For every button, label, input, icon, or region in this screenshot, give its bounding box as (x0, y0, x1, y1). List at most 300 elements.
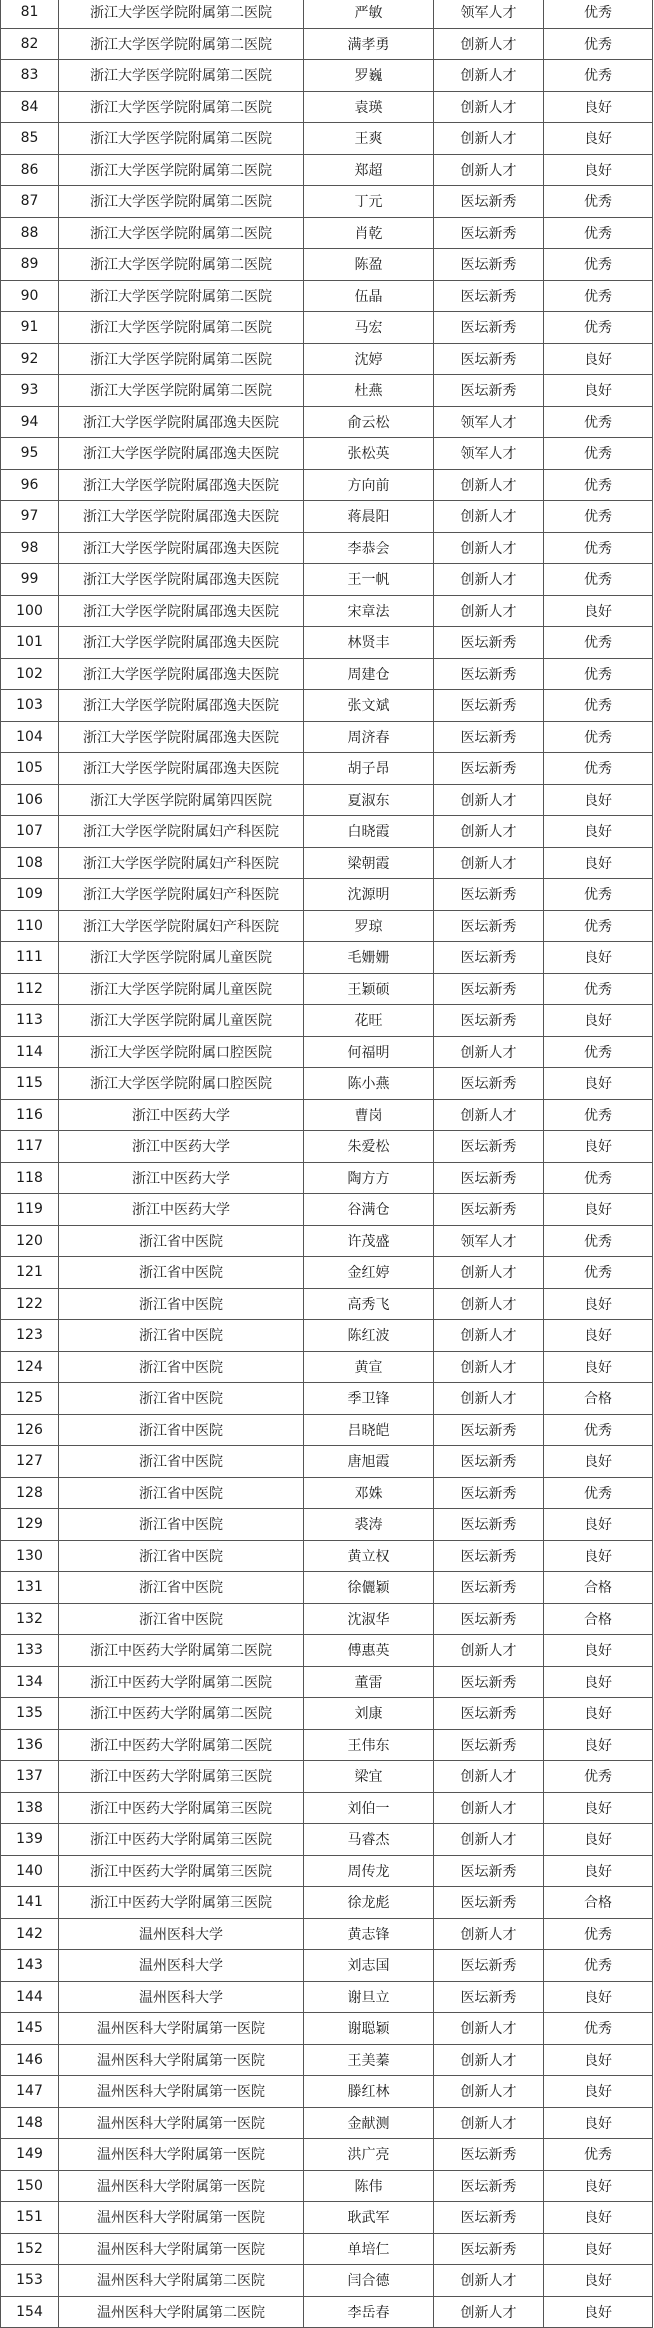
talent-category-cell: 创新人才 (434, 1761, 544, 1793)
person-name-cell: 耿武军 (304, 2202, 434, 2234)
row-number-cell: 81 (1, 0, 59, 28)
institution-cell: 浙江省中医院 (59, 1446, 304, 1478)
evaluation-grade-cell: 优秀 (544, 753, 653, 785)
row-number-cell: 130 (1, 1540, 59, 1572)
row-number-cell: 102 (1, 658, 59, 690)
institution-cell: 浙江中医药大学 (59, 1194, 304, 1226)
institution-cell: 浙江省中医院 (59, 1257, 304, 1289)
row-number-cell: 152 (1, 2233, 59, 2265)
talent-category-cell: 医坛新秀 (434, 1194, 544, 1226)
table-row (1, 1036, 653, 1068)
table-row (1, 1603, 653, 1635)
evaluation-grade-cell: 优秀 (544, 1950, 653, 1982)
evaluation-grade-cell: 良好 (544, 2044, 653, 2076)
person-name-cell: 丁元 (304, 186, 434, 218)
institution-cell: 温州医科大学附属第一医院 (59, 2170, 304, 2202)
table-row (1, 1257, 653, 1289)
talent-category-cell: 创新人才 (434, 28, 544, 60)
row-number-cell: 123 (1, 1320, 59, 1352)
institution-cell: 浙江中医药大学附属第三医院 (59, 1761, 304, 1793)
person-name-cell: 李岳春 (304, 2296, 434, 2328)
person-name-cell: 马宏 (304, 312, 434, 344)
person-name-cell: 马睿杰 (304, 1824, 434, 1856)
row-number-cell: 151 (1, 2202, 59, 2234)
person-name-cell: 王颖硕 (304, 973, 434, 1005)
evaluation-grade-cell: 优秀 (544, 60, 653, 92)
table-row (1, 847, 653, 879)
table-row (1, 690, 653, 722)
talent-category-cell: 医坛新秀 (434, 2139, 544, 2171)
institution-cell: 浙江大学医学院附属口腔医院 (59, 1068, 304, 1100)
row-number-cell: 97 (1, 501, 59, 533)
institution-cell: 浙江大学医学院附属第二医院 (59, 186, 304, 218)
evaluation-grade-cell: 优秀 (544, 28, 653, 60)
person-name-cell: 周传龙 (304, 1855, 434, 1887)
institution-cell: 浙江大学医学院附属儿童医院 (59, 973, 304, 1005)
talent-category-cell: 医坛新秀 (434, 217, 544, 249)
talent-category-cell: 医坛新秀 (434, 910, 544, 942)
row-number-cell: 141 (1, 1887, 59, 1919)
talent-category-cell: 医坛新秀 (434, 1950, 544, 1982)
table-row (1, 973, 653, 1005)
row-number-cell: 86 (1, 154, 59, 186)
row-number-cell: 139 (1, 1824, 59, 1856)
person-name-cell: 洪广亮 (304, 2139, 434, 2171)
table-row (1, 1509, 653, 1541)
person-name-cell: 周建仓 (304, 658, 434, 690)
talent-category-cell: 医坛新秀 (434, 1855, 544, 1887)
institution-cell: 浙江大学医学院附属第二医院 (59, 0, 304, 28)
table-row (1, 1288, 653, 1320)
talent-category-cell: 创新人才 (434, 564, 544, 596)
table-row (1, 532, 653, 564)
talent-category-cell: 创新人才 (434, 816, 544, 848)
evaluation-grade-cell: 良好 (544, 847, 653, 879)
evaluation-grade-cell: 优秀 (544, 217, 653, 249)
row-number-cell: 115 (1, 1068, 59, 1100)
table-row (1, 0, 653, 28)
table-row (1, 1351, 653, 1383)
talent-category-cell: 创新人才 (434, 595, 544, 627)
row-number-cell: 143 (1, 1950, 59, 1982)
row-number-cell: 120 (1, 1225, 59, 1257)
table-row (1, 28, 653, 60)
table-row (1, 343, 653, 375)
talent-category-cell: 医坛新秀 (434, 1446, 544, 1478)
row-number-cell: 137 (1, 1761, 59, 1793)
row-number-cell: 110 (1, 910, 59, 942)
talent-category-cell: 医坛新秀 (434, 1981, 544, 2013)
row-number-cell: 129 (1, 1509, 59, 1541)
table-row (1, 2296, 653, 2328)
talent-category-cell: 医坛新秀 (434, 721, 544, 753)
person-name-cell: 蒋晨阳 (304, 501, 434, 533)
institution-cell: 温州医科大学附属第一医院 (59, 2044, 304, 2076)
row-number-cell: 85 (1, 123, 59, 155)
talent-category-cell: 创新人才 (434, 2044, 544, 2076)
table-row (1, 217, 653, 249)
table-row (1, 501, 653, 533)
person-name-cell: 周济春 (304, 721, 434, 753)
row-number-cell: 148 (1, 2107, 59, 2139)
table-row (1, 60, 653, 92)
person-name-cell: 陈盈 (304, 249, 434, 281)
talent-category-cell: 创新人才 (434, 532, 544, 564)
talent-category-cell: 创新人才 (434, 2076, 544, 2108)
talent-category-cell: 医坛新秀 (434, 280, 544, 312)
table-row (1, 1320, 653, 1352)
row-number-cell: 131 (1, 1572, 59, 1604)
row-number-cell: 90 (1, 280, 59, 312)
row-number-cell: 94 (1, 406, 59, 438)
talent-category-cell: 领军人才 (434, 0, 544, 28)
row-number-cell: 146 (1, 2044, 59, 2076)
institution-cell: 浙江省中医院 (59, 1225, 304, 1257)
evaluation-grade-cell: 良好 (544, 1351, 653, 1383)
talent-category-cell: 医坛新秀 (434, 1162, 544, 1194)
talent-category-cell: 医坛新秀 (434, 1005, 544, 1037)
institution-cell: 浙江大学医学院附属邵逸夫医院 (59, 501, 304, 533)
table-row (1, 2265, 653, 2297)
table-row (1, 1068, 653, 1100)
talent-category-cell: 医坛新秀 (434, 1729, 544, 1761)
institution-cell: 浙江省中医院 (59, 1288, 304, 1320)
row-number-cell: 89 (1, 249, 59, 281)
talent-category-cell: 医坛新秀 (434, 1666, 544, 1698)
person-name-cell: 肖乾 (304, 217, 434, 249)
talent-category-cell: 创新人才 (434, 123, 544, 155)
table-row (1, 942, 653, 974)
table-row (1, 816, 653, 848)
person-name-cell: 花旺 (304, 1005, 434, 1037)
row-number-cell: 121 (1, 1257, 59, 1289)
person-name-cell: 罗巍 (304, 60, 434, 92)
person-name-cell: 陈小燕 (304, 1068, 434, 1100)
person-name-cell: 王伟东 (304, 1729, 434, 1761)
talent-category-cell: 医坛新秀 (434, 1509, 544, 1541)
evaluation-grade-cell: 良好 (544, 1068, 653, 1100)
talent-category-cell: 医坛新秀 (434, 879, 544, 911)
institution-cell: 浙江大学医学院附属第二医院 (59, 28, 304, 60)
institution-cell: 浙江大学医学院附属邵逸夫医院 (59, 595, 304, 627)
talent-category-cell: 创新人才 (434, 2107, 544, 2139)
institution-cell: 浙江中医药大学附属第二医院 (59, 1666, 304, 1698)
institution-cell: 浙江大学医学院附属口腔医院 (59, 1036, 304, 1068)
talent-category-cell: 创新人才 (434, 60, 544, 92)
talent-category-cell: 创新人才 (434, 1320, 544, 1352)
person-name-cell: 袁瑛 (304, 91, 434, 123)
talent-category-cell: 创新人才 (434, 1635, 544, 1667)
institution-cell: 浙江中医药大学 (59, 1131, 304, 1163)
table-row (1, 2076, 653, 2108)
person-name-cell: 谢旦立 (304, 1981, 434, 2013)
institution-cell: 温州医科大学附属第二医院 (59, 2296, 304, 2328)
evaluation-grade-cell: 良好 (544, 1509, 653, 1541)
row-number-cell: 116 (1, 1099, 59, 1131)
person-name-cell: 王爽 (304, 123, 434, 155)
row-number-cell: 101 (1, 627, 59, 659)
person-name-cell: 裘涛 (304, 1509, 434, 1541)
talent-category-cell: 医坛新秀 (434, 2202, 544, 2234)
table-row (1, 1194, 653, 1226)
evaluation-grade-cell: 优秀 (544, 1225, 653, 1257)
evaluation-grade-cell: 良好 (544, 1131, 653, 1163)
row-number-cell: 135 (1, 1698, 59, 1730)
talent-category-cell: 创新人才 (434, 2296, 544, 2328)
evaluation-grade-cell: 良好 (544, 1446, 653, 1478)
row-number-cell: 99 (1, 564, 59, 596)
row-number-cell: 154 (1, 2296, 59, 2328)
table-row (1, 879, 653, 911)
institution-cell: 浙江大学医学院附属妇产科医院 (59, 816, 304, 848)
table-row (1, 469, 653, 501)
talent-category-cell: 创新人才 (434, 1383, 544, 1415)
institution-cell: 浙江大学医学院附属邵逸夫医院 (59, 438, 304, 470)
institution-cell: 温州医科大学附属第一医院 (59, 2076, 304, 2108)
person-name-cell: 季卫锋 (304, 1383, 434, 1415)
institution-cell: 温州医科大学 (59, 1950, 304, 1982)
evaluation-grade-cell: 优秀 (544, 910, 653, 942)
row-number-cell: 92 (1, 343, 59, 375)
institution-cell: 浙江大学医学院附属第四医院 (59, 784, 304, 816)
evaluation-grade-cell: 良好 (544, 1792, 653, 1824)
person-name-cell: 张松英 (304, 438, 434, 470)
evaluation-grade-cell: 良好 (544, 942, 653, 974)
row-number-cell: 112 (1, 973, 59, 1005)
institution-cell: 浙江省中医院 (59, 1383, 304, 1415)
table-row (1, 753, 653, 785)
talent-category-cell: 创新人才 (434, 784, 544, 816)
institution-cell: 浙江中医药大学附属第二医院 (59, 1698, 304, 1730)
person-name-cell: 沈源明 (304, 879, 434, 911)
row-number-cell: 104 (1, 721, 59, 753)
person-name-cell: 胡子昂 (304, 753, 434, 785)
institution-cell: 浙江大学医学院附属妇产科医院 (59, 879, 304, 911)
table-row (1, 721, 653, 753)
table-row (1, 154, 653, 186)
table-body (1, 0, 653, 2328)
row-number-cell: 133 (1, 1635, 59, 1667)
evaluation-grade-cell: 优秀 (544, 532, 653, 564)
evaluation-grade-cell: 良好 (544, 1635, 653, 1667)
institution-cell: 浙江大学医学院附属第二医院 (59, 60, 304, 92)
person-name-cell: 俞云松 (304, 406, 434, 438)
institution-cell: 浙江大学医学院附属邵逸夫医院 (59, 406, 304, 438)
institution-cell: 浙江中医药大学 (59, 1099, 304, 1131)
table-row (1, 1666, 653, 1698)
institution-cell: 浙江大学医学院附属妇产科医院 (59, 910, 304, 942)
evaluation-grade-cell: 优秀 (544, 721, 653, 753)
institution-cell: 浙江大学医学院附属邵逸夫医院 (59, 690, 304, 722)
talent-category-cell: 创新人才 (434, 2265, 544, 2297)
person-name-cell: 徐龙彪 (304, 1887, 434, 1919)
evaluation-grade-cell: 合格 (544, 1572, 653, 1604)
institution-cell: 浙江中医药大学附属第三医院 (59, 1887, 304, 1919)
person-name-cell: 林贤丰 (304, 627, 434, 659)
talent-category-cell: 医坛新秀 (434, 1698, 544, 1730)
table-row (1, 91, 653, 123)
evaluation-grade-cell: 优秀 (544, 0, 653, 28)
talent-category-cell: 医坛新秀 (434, 343, 544, 375)
row-number-cell: 117 (1, 1131, 59, 1163)
person-name-cell: 傅惠英 (304, 1635, 434, 1667)
table-row (1, 2202, 653, 2234)
table-row (1, 186, 653, 218)
row-number-cell: 145 (1, 2013, 59, 2045)
evaluation-grade-cell: 合格 (544, 1383, 653, 1415)
person-name-cell: 郑超 (304, 154, 434, 186)
evaluation-grade-cell: 良好 (544, 154, 653, 186)
row-number-cell: 111 (1, 942, 59, 974)
talent-category-cell: 创新人才 (434, 1824, 544, 1856)
table-row (1, 1477, 653, 1509)
person-name-cell: 沈婷 (304, 343, 434, 375)
talent-category-cell: 医坛新秀 (434, 690, 544, 722)
person-name-cell: 王美蓁 (304, 2044, 434, 2076)
institution-cell: 浙江中医药大学附属第三医院 (59, 1855, 304, 1887)
institution-cell: 浙江中医药大学附属第二医院 (59, 1635, 304, 1667)
table-row (1, 910, 653, 942)
evaluation-grade-cell: 优秀 (544, 280, 653, 312)
institution-cell: 浙江省中医院 (59, 1572, 304, 1604)
table-row (1, 595, 653, 627)
person-name-cell: 杜燕 (304, 375, 434, 407)
person-name-cell: 滕红林 (304, 2076, 434, 2108)
table-row (1, 1855, 653, 1887)
evaluation-grade-cell: 优秀 (544, 501, 653, 533)
evaluation-grade-cell: 优秀 (544, 1257, 653, 1289)
institution-cell: 温州医科大学附属第一医院 (59, 2202, 304, 2234)
table-row (1, 2233, 653, 2265)
person-name-cell: 方向前 (304, 469, 434, 501)
evaluation-grade-cell: 良好 (544, 2107, 653, 2139)
institution-cell: 浙江大学医学院附属邵逸夫医院 (59, 721, 304, 753)
person-name-cell: 梁宜 (304, 1761, 434, 1793)
row-number-cell: 149 (1, 2139, 59, 2171)
talent-category-cell: 医坛新秀 (434, 1572, 544, 1604)
talent-category-cell: 医坛新秀 (434, 627, 544, 659)
table-row (1, 784, 653, 816)
table-row (1, 1950, 653, 1982)
institution-cell: 浙江大学医学院附属邵逸夫医院 (59, 532, 304, 564)
table-row (1, 1887, 653, 1919)
person-name-cell: 罗琼 (304, 910, 434, 942)
evaluation-grade-cell: 优秀 (544, 973, 653, 1005)
institution-cell: 浙江大学医学院附属邵逸夫医院 (59, 564, 304, 596)
talent-category-cell: 创新人才 (434, 1099, 544, 1131)
institution-cell: 温州医科大学附属第一医院 (59, 2139, 304, 2171)
person-name-cell: 曹岗 (304, 1099, 434, 1131)
row-number-cell: 100 (1, 595, 59, 627)
evaluation-grade-cell: 优秀 (544, 658, 653, 690)
evaluation-grade-cell: 良好 (544, 1824, 653, 1856)
row-number-cell: 150 (1, 2170, 59, 2202)
institution-cell: 浙江省中医院 (59, 1540, 304, 1572)
row-number-cell: 88 (1, 217, 59, 249)
person-name-cell: 许茂盛 (304, 1225, 434, 1257)
row-number-cell: 82 (1, 28, 59, 60)
row-number-cell: 113 (1, 1005, 59, 1037)
institution-cell: 温州医科大学附属第一医院 (59, 2107, 304, 2139)
evaluation-grade-cell: 优秀 (544, 1477, 653, 1509)
institution-cell: 温州医科大学 (59, 1918, 304, 1950)
talent-category-cell: 创新人才 (434, 1792, 544, 1824)
talent-category-cell: 领军人才 (434, 406, 544, 438)
row-number-cell: 138 (1, 1792, 59, 1824)
institution-cell: 浙江省中医院 (59, 1477, 304, 1509)
row-number-cell: 132 (1, 1603, 59, 1635)
table-row (1, 1383, 653, 1415)
talent-category-cell: 医坛新秀 (434, 1603, 544, 1635)
row-number-cell: 105 (1, 753, 59, 785)
table-row (1, 2170, 653, 2202)
evaluation-grade-cell: 优秀 (544, 312, 653, 344)
talent-category-cell: 医坛新秀 (434, 1887, 544, 1919)
person-name-cell: 夏淑东 (304, 784, 434, 816)
talent-category-cell: 医坛新秀 (434, 375, 544, 407)
evaluation-grade-cell: 良好 (544, 91, 653, 123)
institution-cell: 浙江大学医学院附属第二医院 (59, 280, 304, 312)
row-number-cell: 108 (1, 847, 59, 879)
row-number-cell: 96 (1, 469, 59, 501)
person-name-cell: 刘康 (304, 1698, 434, 1730)
row-number-cell: 140 (1, 1855, 59, 1887)
talent-category-cell: 医坛新秀 (434, 312, 544, 344)
table-row (1, 1131, 653, 1163)
row-number-cell: 107 (1, 816, 59, 848)
evaluation-grade-cell: 良好 (544, 595, 653, 627)
evaluation-grade-cell: 优秀 (544, 1918, 653, 1950)
evaluation-grade-cell: 优秀 (544, 1036, 653, 1068)
table-row (1, 1918, 653, 1950)
evaluation-grade-cell: 优秀 (544, 2139, 653, 2171)
institution-cell: 温州医科大学附属第一医院 (59, 2233, 304, 2265)
row-number-cell: 106 (1, 784, 59, 816)
table-row (1, 1414, 653, 1446)
table-row (1, 1824, 653, 1856)
person-name-cell: 董雷 (304, 1666, 434, 1698)
evaluation-grade-cell: 合格 (544, 1887, 653, 1919)
evaluation-grade-cell: 良好 (544, 1729, 653, 1761)
table-row (1, 123, 653, 155)
person-name-cell: 吕晓皑 (304, 1414, 434, 1446)
institution-cell: 浙江省中医院 (59, 1351, 304, 1383)
institution-cell: 温州医科大学附属第二医院 (59, 2265, 304, 2297)
table-row (1, 438, 653, 470)
talent-category-cell: 医坛新秀 (434, 658, 544, 690)
evaluation-grade-cell: 良好 (544, 1320, 653, 1352)
talent-category-cell: 医坛新秀 (434, 249, 544, 281)
institution-cell: 浙江大学医学院附属邵逸夫医院 (59, 627, 304, 659)
talent-category-cell: 创新人才 (434, 1288, 544, 1320)
evaluation-grade-cell: 良好 (544, 123, 653, 155)
institution-cell: 浙江中医药大学 (59, 1162, 304, 1194)
talent-category-cell: 医坛新秀 (434, 973, 544, 1005)
table-row (1, 1981, 653, 2013)
row-number-cell: 98 (1, 532, 59, 564)
table-row (1, 1005, 653, 1037)
evaluation-grade-cell: 良好 (544, 375, 653, 407)
row-number-cell: 124 (1, 1351, 59, 1383)
evaluation-grade-cell: 优秀 (544, 469, 653, 501)
person-name-cell: 宋章法 (304, 595, 434, 627)
person-name-cell: 徐儷颖 (304, 1572, 434, 1604)
evaluation-grade-cell: 优秀 (544, 1099, 653, 1131)
evaluation-grade-cell: 良好 (544, 343, 653, 375)
institution-cell: 浙江大学医学院附属邵逸夫医院 (59, 658, 304, 690)
institution-cell: 浙江大学医学院附属第二医院 (59, 375, 304, 407)
evaluation-grade-cell: 优秀 (544, 627, 653, 659)
